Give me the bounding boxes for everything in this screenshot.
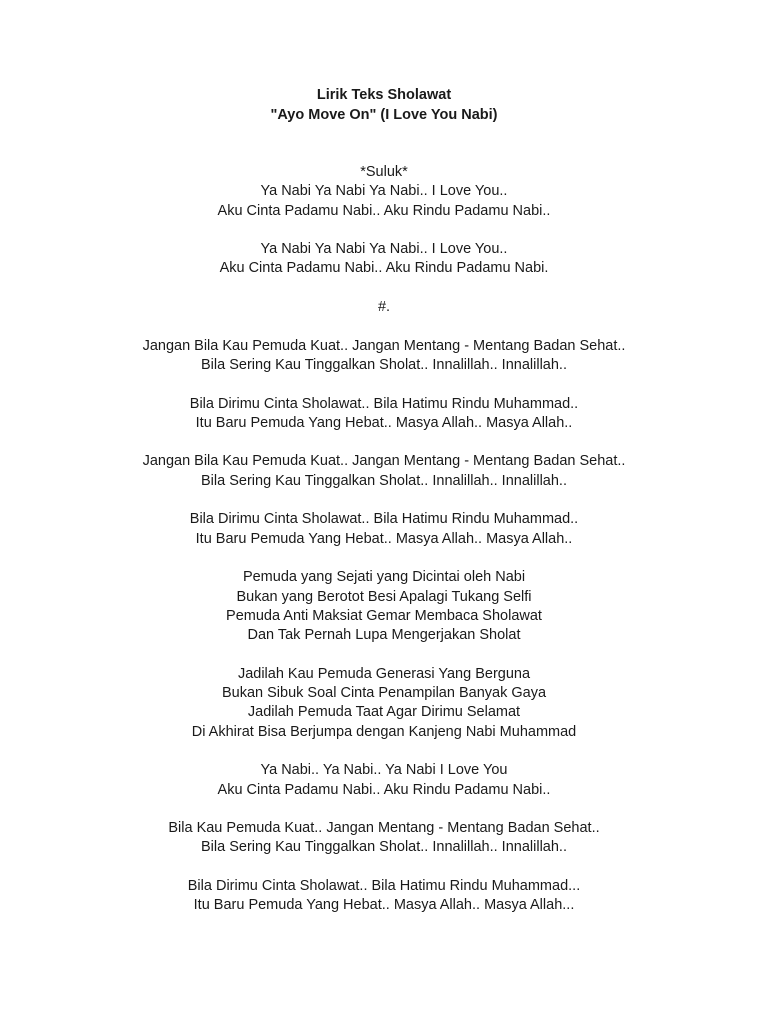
stanza: [0, 337, 768, 376]
lyric-line: Ya Nabi Ya Nabi Ya Nabi.. I Love You..: [260, 183, 508, 200]
document-page: [0, 86, 768, 935]
lyric-line: Bila Dirimu Cinta Sholawat.. Bila Hatimu Rindu Muhammad...: [187, 877, 581, 894]
lyric-line: Jadilah Kau Pemuda Generasi Yang Berguna: [237, 665, 531, 682]
title-line-2: "Ayo Move On" (I Love You Nabi): [270, 106, 498, 123]
lyric-line: Dan Tak Pernah Lupa Mengerjakan Sholat: [247, 627, 521, 644]
stanza: [0, 510, 768, 549]
stanza: [0, 877, 768, 916]
lyric-line: Bila Kau Pemuda Kuat.. Jangan Mentang - Mentang Badan Sehat..: [168, 820, 600, 837]
lyric-line: Bila Sering Kau Tinggalkan Sholat.. Innalillah.. Innalillah..: [201, 472, 567, 489]
lyric-line: *Suluk*: [360, 164, 408, 180]
lyric-line: Bila Dirimu Cinta Sholawat.. Bila Hatimu Rindu Muhammad..: [189, 511, 579, 528]
lyric-line: Aku Cinta Padamu Nabi.. Aku Rindu Padamu Nabi..: [217, 202, 551, 219]
lyric-line: Bila Dirimu Cinta Sholawat.. Bila Hatimu Rindu Muhammad..: [189, 395, 579, 412]
lyric-line: Itu Baru Pemuda Yang Hebat.. Masya Allah.. Masya Allah..: [195, 414, 573, 431]
lyric-line: Jangan Bila Kau Pemuda Kuat.. Jangan Mentang - Mentang Badan Sehat..: [142, 453, 626, 470]
lyric-line: Ya Nabi Ya Nabi Ya Nabi.. I Love You..: [260, 241, 508, 258]
lyric-line: Bila Sering Kau Tinggalkan Sholat.. Innalillah.. Innalillah..: [201, 356, 567, 373]
lyric-line: Ya Nabi.. Ya Nabi.. Ya Nabi I Love You: [260, 762, 508, 779]
stanza: [0, 665, 768, 742]
lyric-line: Bila Sering Kau Tinggalkan Sholat.. Innalillah.. Innalillah..: [201, 839, 567, 856]
stanza: [0, 240, 768, 279]
lyric-line: Di Akhirat Bisa Berjumpa dengan Kanjeng Nabi Muhammad: [191, 723, 577, 740]
lyric-line: Aku Cinta Padamu Nabi.. Aku Rindu Padamu Nabi..: [217, 781, 551, 798]
title-spacer: [0, 125, 768, 163]
lyrics-body: [0, 163, 768, 916]
lyric-line: Bukan Sibuk Soal Cinta Penampilan Banyak Gaya: [221, 685, 547, 702]
stanza: [0, 395, 768, 434]
title-line-1: Lirik Teks Sholawat: [316, 87, 452, 103]
lyric-line: Pemuda Anti Maksiat Gemar Membaca Sholawat: [226, 607, 542, 624]
stanza: [0, 568, 768, 645]
lyric-line: Itu Baru Pemuda Yang Hebat.. Masya Allah.. Masya Allah...: [193, 897, 575, 914]
stanza: [0, 452, 768, 491]
lyric-line: Itu Baru Pemuda Yang Hebat.. Masya Allah.. Masya Allah..: [195, 530, 573, 547]
stanza: [0, 761, 768, 800]
document-title: [0, 86, 768, 125]
stanza: [0, 298, 768, 317]
stanza: [0, 819, 768, 858]
lyric-line: Jadilah Pemuda Taat Agar Dirimu Selamat: [247, 704, 521, 721]
lyric-line: Pemuda yang Sejati yang Dicintai oleh Nabi: [242, 569, 526, 586]
lyric-line: Jangan Bila Kau Pemuda Kuat.. Jangan Mentang - Mentang Badan Sehat..: [142, 337, 626, 354]
lyric-line: Bukan yang Berotot Besi Apalagi Tukang Selfi: [236, 588, 532, 605]
stanza: [0, 163, 768, 221]
lyric-line: Aku Cinta Padamu Nabi.. Aku Rindu Padamu Nabi.: [219, 260, 549, 277]
lyric-line: #.: [377, 299, 391, 316]
